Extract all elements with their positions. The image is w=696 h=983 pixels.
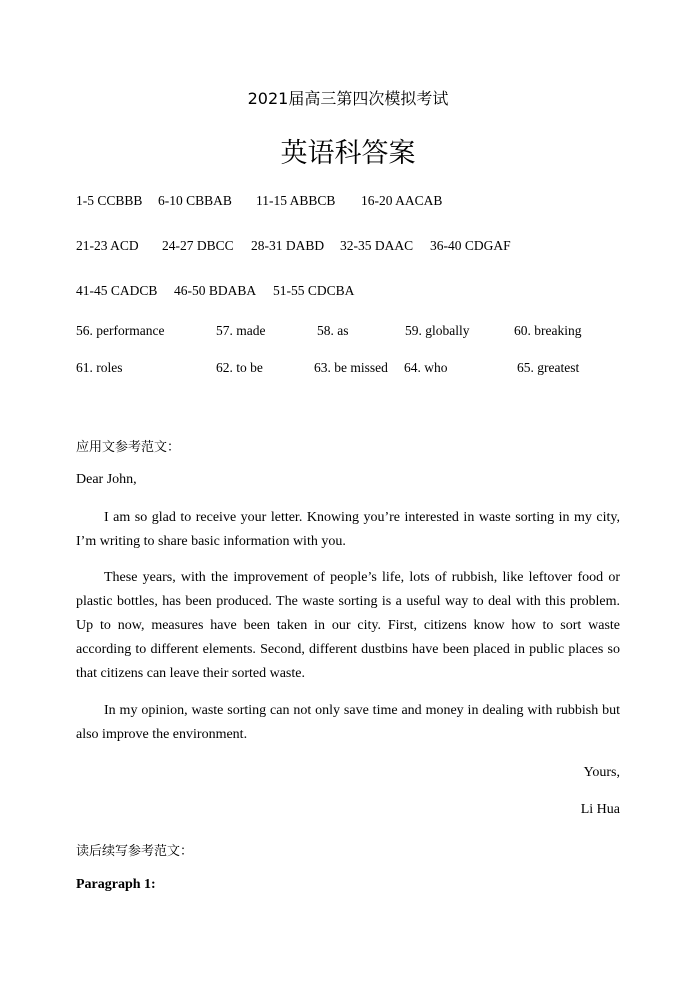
letter-greeting: Dear John, [76,472,137,487]
answer-item: 65. greatest [517,360,580,375]
letter-closing: Yours, [583,765,620,780]
answer-group: 32-35 DAAC [340,238,414,253]
answer-item: 61. roles [76,360,123,375]
answer-group: 1-5 CCBBB [76,193,143,208]
letter-paragraph-1: I am so glad to receive your letter. Knowing you’re interested in waste sorting in my city, I’m writing to share basic information with you. [76,510,620,549]
answer-group: 16-20 AACAB [361,193,443,208]
answer-group: 36-40 CDGAF [430,238,511,253]
continuation-section-label: 读后续写参考范文： [76,844,194,859]
answer-group: 28-31 DABD [251,238,325,253]
page-title: 英语科答案 [280,138,416,169]
answer-group: 41-45 CADCB [76,283,158,298]
paragraph-1-label: Paragraph 1: [76,877,156,892]
answer-item: 58. as [317,323,349,338]
answer-item: 60. breaking [514,323,582,338]
answer-item: 57. made [216,323,266,338]
letter-section-label: 应用文参考范文： [76,440,181,455]
answer-group: 11-15 ABBCB [256,193,336,208]
answer-item: 59. globally [405,323,470,338]
answer-group: 21-23 ACD [76,238,139,253]
answer-item: 63. be missed [314,360,388,375]
answer-group: 51-55 CDCBA [273,283,355,298]
letter-paragraph-2: These years, with the improvement of people’s life, lots of rubbish, like leftover food or plastic bottles, has been produced. The waste sorting is a useful way to deal with this problem. Up to now, measures have been taken in our city. First, citizens know how to sort waste according to different elements. Second, different dustbins have been placed in public places so that citizens can leave their sorted waste. [76,570,620,681]
answer-group: 46-50 BDABA [174,283,257,298]
answer-group: 6-10 CBBAB [158,193,232,208]
answer-item: 56. performance [76,323,165,338]
letter-paragraph-3: In my opinion, waste sorting can not only save time and money in dealing with rubbish but also improve the environment. [76,703,620,742]
answer-item: 64. who [404,360,448,375]
answer-group: 24-27 DBCC [162,238,234,253]
letter-signature: Li Hua [580,802,620,817]
answer-item: 62. to be [216,360,263,375]
exam-subtitle: 2021届高三第四次模拟考试 [247,89,449,108]
